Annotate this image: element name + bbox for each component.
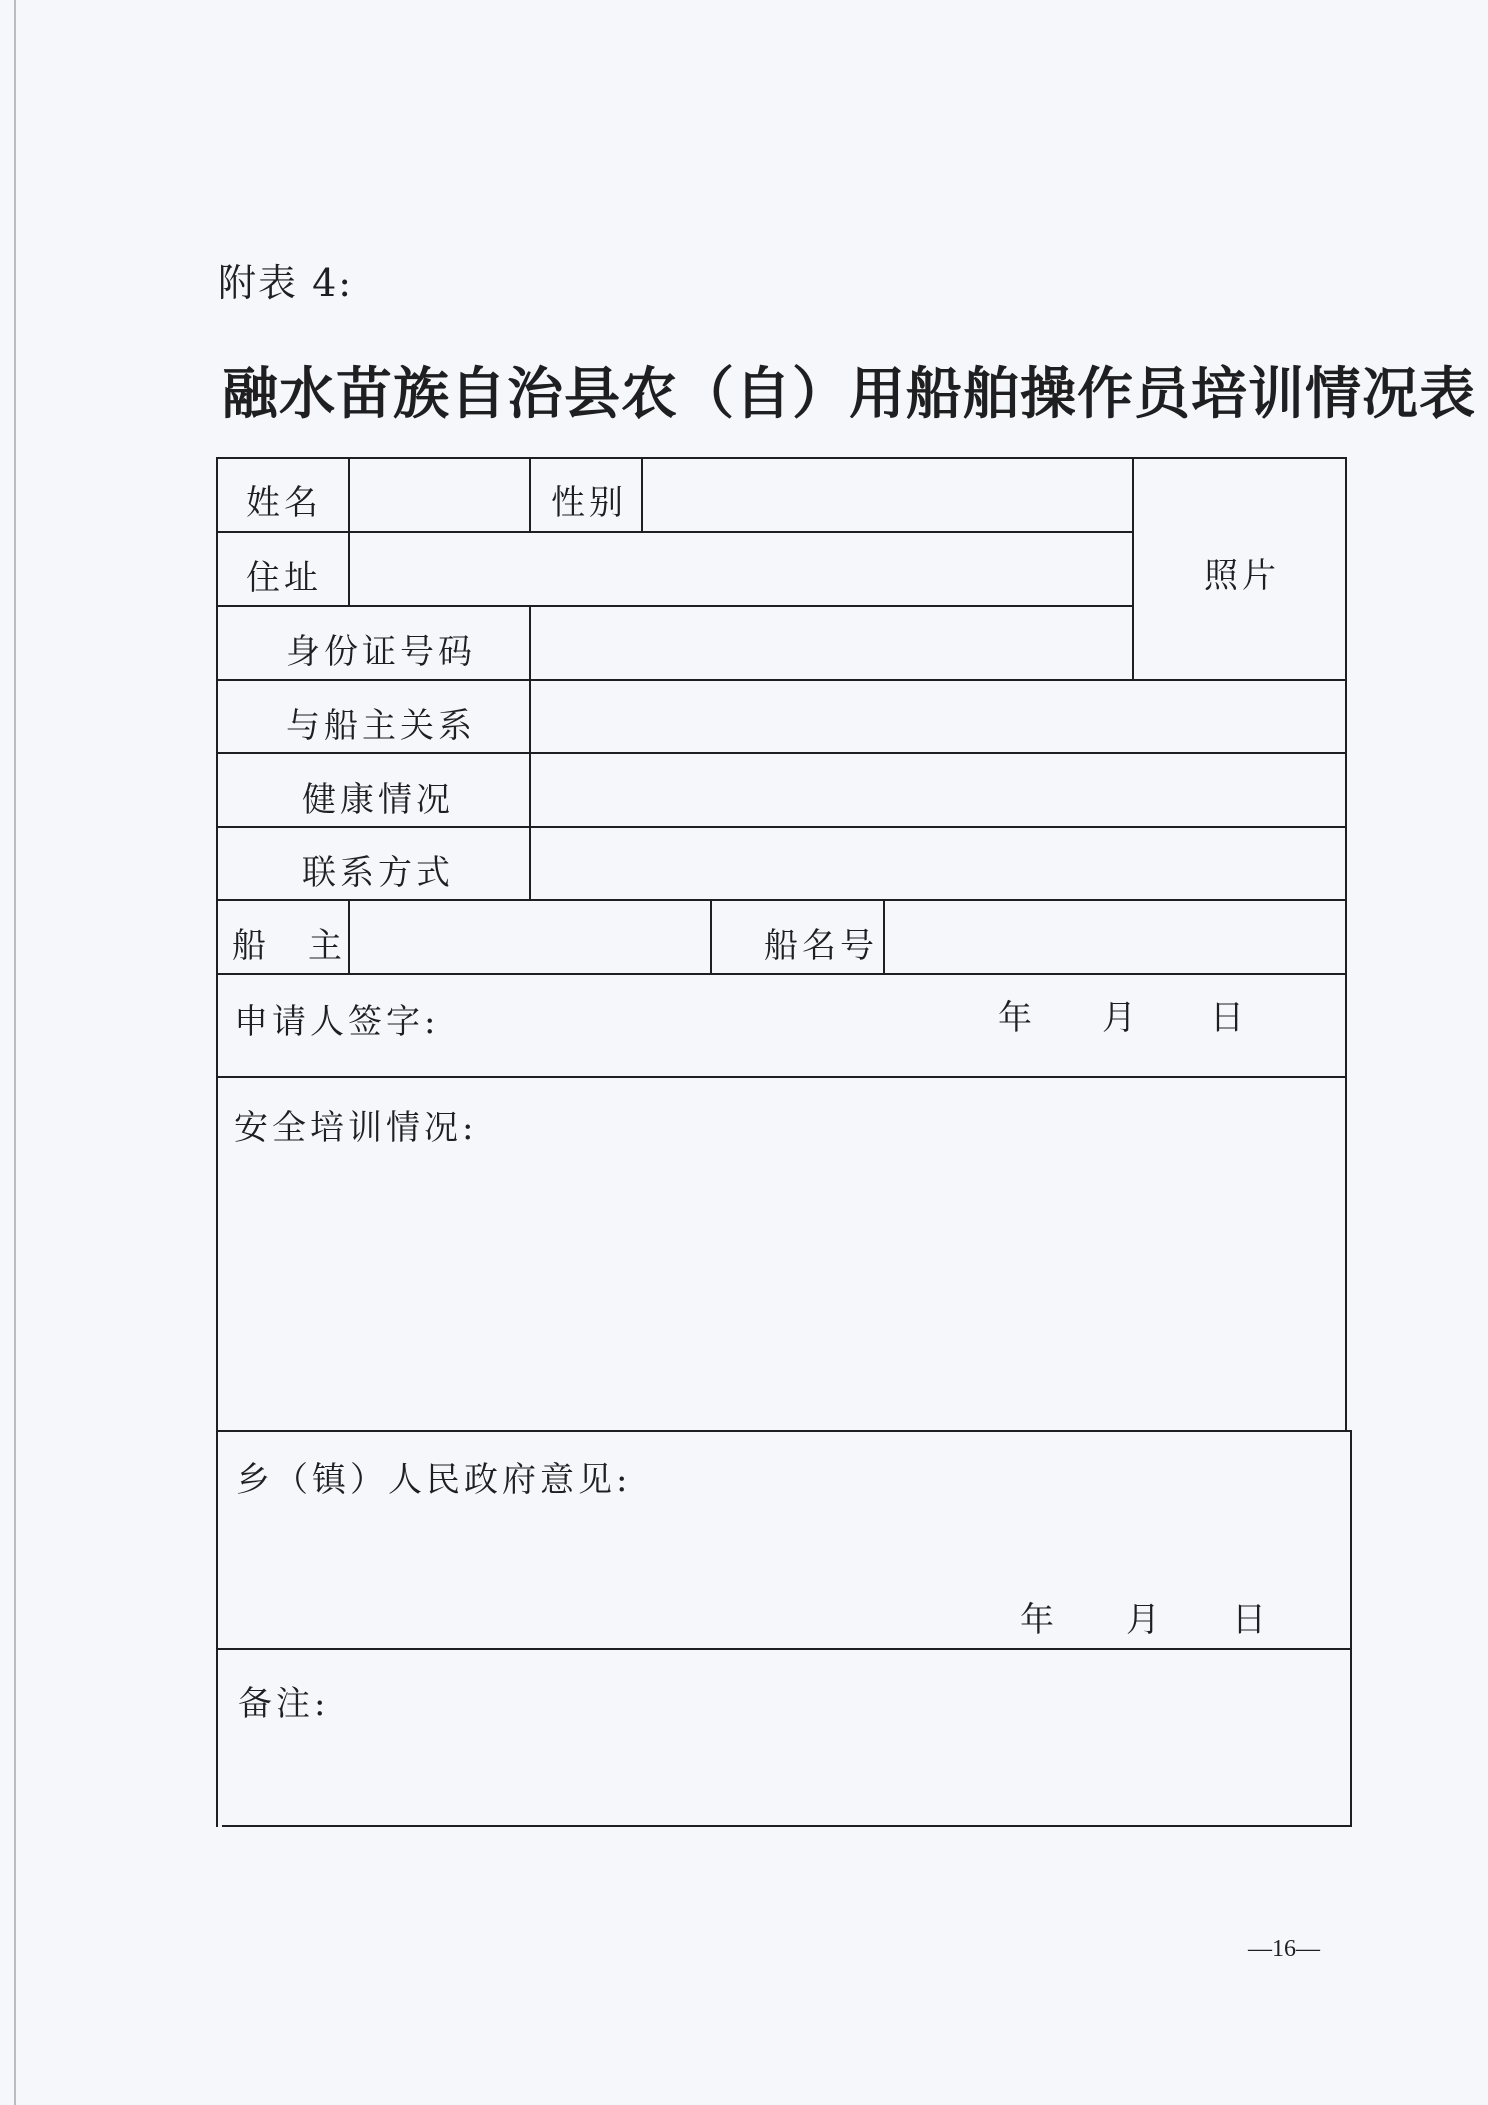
table-line [1132,457,1134,681]
table-line [216,752,1346,754]
photo-label: 照片 [1204,556,1280,596]
township-date-month: 月 [1126,1600,1164,1640]
contact-label: 联系方式 [302,853,454,893]
applicant-signature-label: 申请人签字: [234,1002,440,1042]
page-title: 融水苗族自治县农（自）用船舶操作员培训情况表 [222,361,1476,427]
table-line [710,899,712,975]
table-line [1350,1430,1352,1827]
township-date-day: 日 [1232,1600,1270,1640]
table-line [641,457,643,533]
table-line [1345,457,1347,1432]
gender-label: 性别 [551,483,627,523]
table-line [216,457,218,1827]
page-margin-line [14,0,16,2105]
relation-label: 与船主关系 [286,706,476,746]
table-line [883,899,885,975]
id-number-label: 身份证号码 [286,632,476,672]
address-label: 住址 [246,558,322,598]
applicant-date-day: 日 [1210,998,1248,1038]
table-line [348,899,350,975]
table-line [216,679,1346,681]
name-label: 姓名 [246,483,322,523]
township-date-year: 年 [1020,1600,1058,1640]
remarks-label: 备注: [238,1684,330,1724]
table-line [216,1076,1346,1078]
table-line [529,605,531,901]
table-line [216,1430,1350,1432]
table-line [222,1825,1352,1827]
table-line [216,531,1132,533]
applicant-date-month: 月 [1102,998,1140,1038]
owner-label: 船 主 [232,926,346,966]
table-line [216,826,1346,828]
table-line [348,457,350,605]
table-line [529,457,531,533]
training-label: 安全培训情况: [234,1108,478,1148]
applicant-date-year: 年 [998,998,1036,1038]
table-line [216,457,1346,459]
township-opinion-label: 乡（镇）人民政府意见: [236,1460,632,1500]
table-line [216,605,1132,607]
page-number: —16— [1248,1936,1320,1962]
health-label: 健康情况 [302,780,454,820]
table-line [216,973,1346,975]
table-line [216,899,1346,901]
table-line [216,1648,1352,1650]
attachment-label: 附表 4: [218,261,354,305]
boat-number-label: 船名号 [764,926,878,966]
